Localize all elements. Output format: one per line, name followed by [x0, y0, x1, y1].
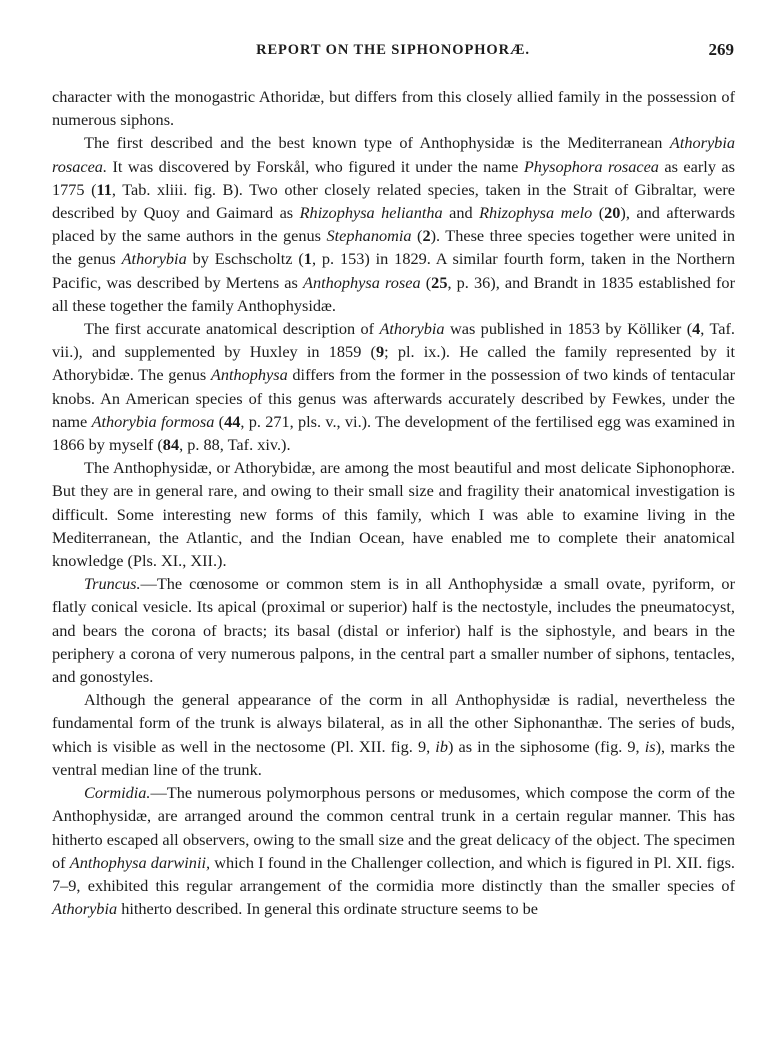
text-run: ). These three species together were united in the genus [52, 226, 735, 269]
italic-text: Rhizophysa melo [479, 203, 593, 223]
paragraph [52, 317, 735, 456]
text-run: It was discovered by Forskål, who figured it under the name [107, 156, 524, 176]
paragraph [52, 572, 735, 688]
text-run: ), and afterwards placed by the same authors in the genus [52, 203, 736, 246]
italic-text: Athorybia [52, 899, 118, 919]
reference-number: 2 [422, 226, 431, 246]
italic-text: Anthophysa [210, 365, 288, 385]
paragraph [52, 85, 735, 131]
text-run: —The numerous polymorphous persons or medusomes, which compose the corm of the Anthophysidæ, are arranged around the common central trunk in a certain regular manner. This has hitherto escaped all observers, owing to the small size and the great delicacy of the object. The specimen of [52, 783, 735, 872]
text-run: , Tab. xliii. fig. B). Two other closely related species, taken in the Strait of Gibraltar, were described by Quoy and Gaimard as [52, 179, 735, 223]
body-text [52, 85, 735, 920]
text-run: ), marks the ventral median line of the trunk. [52, 736, 736, 779]
reference-number: 44 [224, 411, 241, 431]
paragraph [52, 688, 735, 781]
reference-number: 25 [431, 272, 448, 292]
italic-text: Anthophysa darwinii, [69, 852, 211, 872]
text-run: —The cœnosome or common stem is in all Anthophysidæ a small ovate, pyriform, or flatly conical vesicle. Its apical (proximal or superior) half is the nectostyle, includes the pneumatocyst, and bears the corona of bracts; its basal (distal or inferior) half is the siphostyle, and bears in the periphery a corona of very numerous palpons, in the central part a smaller number of siphons, tentacles, and gonostyles. [52, 574, 735, 687]
italic-text: is [644, 736, 656, 756]
text-run: which I found in the Challenger collection, and which is figured in Pl. XII. figs. 7–9, exhibited this regular arrangement of the cormidia more distinctly than the smaller species of [52, 852, 735, 895]
text-run: The first accurate anatomical description of [84, 319, 380, 339]
italic-text: Physophora rosacea [523, 156, 659, 176]
italic-text: Stephanomia [326, 226, 412, 246]
italic-text: Athorybia formosa [91, 411, 215, 431]
text-run: differs from the former in the possession of two kinds of tentacular knobs. An American species of this genus was afterwards accurately described by Fewkes, under the name [52, 365, 735, 431]
reference-number: 4 [692, 319, 701, 339]
text-run: Although the general appearance of the corm in all Anthophysidæ is radial, nevertheless the fundamental form of the trunk is always bilateral, as in all the other Siphonanthæ. The series of buds, which is visible as well in the nectosome (Pl. XII. fig. 9, [52, 690, 735, 756]
text-run: The first described and the best known type of Anthophysidæ is the Mediterranean [84, 133, 670, 153]
paragraph [52, 456, 735, 572]
text-run: ( [214, 411, 225, 431]
text-run: , p. 271, pls. v., vi.). The development of the fertilised egg was examined in 1866 by myself ( [52, 411, 735, 455]
italic-text: ib [435, 736, 448, 756]
reference-number: 9 [375, 342, 385, 362]
paragraph [52, 131, 735, 317]
text-run: , Taf. vii.), and supplemented by Huxley in 1859 ( [52, 319, 735, 362]
text-run: , p. 88, Taf. xiv.). [179, 435, 291, 455]
italic-text: Anthophysa rosea [303, 272, 421, 292]
italic-text: Athorybia [379, 319, 445, 339]
reference-number: 11 [96, 179, 112, 199]
text-run: by Eschscholtz ( [186, 249, 304, 269]
italic-text: Rhizophysa heliantha [299, 203, 443, 223]
text-run: , p. 153) in 1829. A similar fourth form, taken in the Northern Pacific, was described by Mertens as [52, 249, 735, 292]
text-run: hitherto described. In general this ordinate structure seems to be [117, 899, 539, 919]
text-run: ( [592, 203, 605, 223]
italic-text: Athorybia [121, 249, 187, 269]
text-run: , p. 36), and Brandt in 1835 established for all these together the family Anthophysidæ. [52, 272, 735, 315]
italic-text: Truncus. [84, 574, 141, 594]
text-run: ; pl. ix.). He called the family represented by it Athorybidæ. The genus [52, 342, 736, 385]
paragraph [52, 781, 735, 920]
text-run: ( [420, 272, 432, 292]
italic-text: Cormidia. [84, 783, 151, 803]
reference-number: 1 [303, 249, 312, 269]
text-run: was published in 1853 by Kölliker ( [444, 319, 693, 339]
text-run: as early as 1775 ( [52, 156, 735, 199]
running-head: REPORT ON THE SIPHONOPHORÆ. [256, 42, 530, 58]
page-header [52, 42, 734, 66]
text-run: ( [411, 226, 423, 246]
italic-text: Athorybia rosacea. [52, 133, 735, 176]
text-run: and [442, 203, 480, 223]
text-run: character with the monogastric Athoridæ, but differs from this closely allied family in the possession of numerous siphons. [52, 87, 735, 130]
reference-number: 84 [162, 435, 180, 455]
page-number: 269 [708, 40, 734, 59]
text-run: The Anthophysidæ, or Athorybidæ, are among the most beautiful and most delicate Siphonophoræ. But they are in general rare, and owing to their small size and fragility their anatomical investigation is difficult. Some interesting new forms of this family, which I was able to examine living in the Mediterranean, the Atlantic, and the Indian Ocean, have enabled me to complete their anatomical knowledge (Pls. XI., XII.). [52, 458, 735, 571]
reference-number: 20 [604, 203, 621, 223]
text-run: ) as in the siphosome (fig. 9, [447, 736, 645, 756]
